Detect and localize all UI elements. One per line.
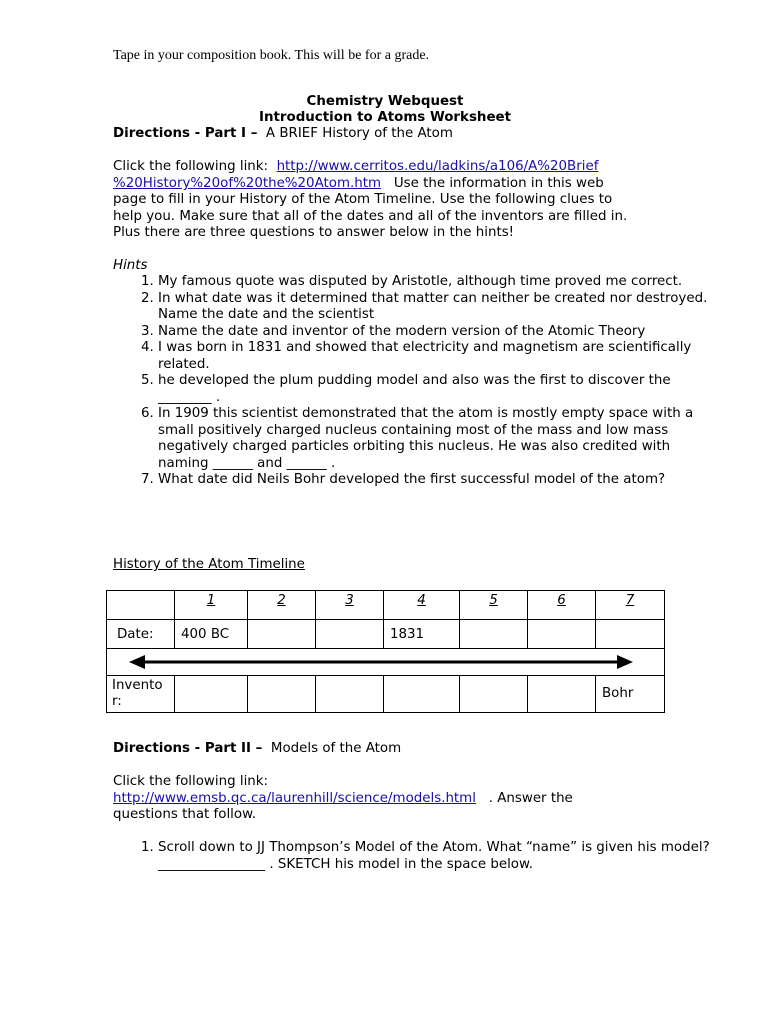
hint-item: 2. In what date was it determined that matter can neither be created nor destroyed. Name the date and the scientist (158, 291, 718, 324)
part2-item: 1. Scroll down to JJ Thompson’s Model of the Atom. What “name” is given his model? ________________ . SKETCH his model in the space below. (158, 840, 718, 873)
timeline-col-header: 2 (248, 591, 316, 620)
timeline-arrow-cell (107, 649, 665, 676)
timeline-inventor-label: Inventor: (107, 676, 175, 713)
part1-para-line3: page to fill in your History of the Atom Timeline. Use the following clues to (113, 192, 613, 207)
arrow-left-head-icon (129, 655, 145, 669)
hint-item: 7. What date did Neils Bohr developed the first successful model of the atom? (158, 472, 718, 489)
hint-item: 1. My famous quote was disputed by Aristotle, although time proved me correct. (158, 274, 718, 291)
part1-para-line5: Plus there are three questions to answer below in the hints! (113, 225, 515, 240)
timeline-col-header: 5 (460, 591, 528, 620)
part1-link-line2 (113, 176, 604, 193)
timeline-inventor-cell[interactable] (316, 676, 384, 713)
part2-link-line (113, 791, 573, 808)
timeline-inventor-cell[interactable] (460, 676, 528, 713)
hint-item: 4. I was born in 1831 and showed that electricity and magnetism are scientifically related. (158, 340, 718, 373)
hints-label: Hints (113, 258, 148, 273)
hint-item: 3. Name the date and inventor of the modern version of the Atomic Theory (158, 324, 718, 341)
hint-item: 6. In 1909 this scientist demonstrated that the atom is mostly empty space with a small positively charged nucleus containing most of the mass and low mass negatively charged particles orbiting this nucleus. He was also credited with naming ______ and ______ . (158, 406, 718, 472)
part1-topic: A BRIEF History of the Atom (265, 126, 453, 141)
timeline-date-cell[interactable] (316, 620, 384, 649)
timeline-date-cell[interactable] (528, 620, 596, 649)
timeline-inventor-cell[interactable]: Bohr (596, 676, 665, 713)
timeline-corner-cell (107, 591, 175, 620)
part1-link-b[interactable]: %20History%20of%20the%20Atom.htm (113, 176, 382, 191)
timeline-date-cell[interactable]: 1831 (384, 620, 460, 649)
page-subtitle: Introduction to Atoms Worksheet (258, 110, 512, 125)
timeline-date-cell[interactable] (248, 620, 316, 649)
timeline-heading: History of the Atom Timeline (113, 557, 305, 572)
hint-item: 5. he developed the plum pudding model and also was the first to discover the ________ . (158, 373, 718, 406)
hints-list (113, 274, 718, 489)
timeline-col-header: 7 (596, 591, 665, 620)
timeline-inventor-cell[interactable] (175, 676, 248, 713)
timeline-date-cell[interactable] (596, 620, 665, 649)
part2-link[interactable]: http://www.emsb.qc.ca/laurenhill/science/models.html (113, 791, 476, 806)
part1-link-a[interactable]: http://www.cerritos.edu/ladkins/a106/A%20Brief (276, 159, 599, 174)
timeline-date-label: Date: (107, 620, 175, 649)
timeline-header-row (107, 591, 665, 620)
part1-link-prefix: Click the following link: (113, 159, 269, 174)
timeline-inventor-cell[interactable] (384, 676, 460, 713)
timeline-arrow (107, 649, 663, 675)
part2-link-prefix: Click the following link: (113, 774, 269, 789)
part2-para-line2: questions that follow. (113, 807, 257, 822)
timeline-date-cell[interactable] (460, 620, 528, 649)
part2-topic: Models of the Atom (270, 741, 402, 756)
timeline-inventor-cell[interactable] (528, 676, 596, 713)
part2-text-after-link: . Answer the (488, 791, 573, 806)
timeline-col-header: 1 (175, 591, 248, 620)
timeline-table (106, 590, 665, 713)
part1-para-line4: help you. Make sure that all of the dates and all of the inventors are filled in. (113, 209, 628, 224)
timeline-inventor-row (107, 676, 665, 713)
timeline-arrow-row (107, 649, 665, 676)
part1-link-line1 (113, 159, 598, 176)
timeline-col-header: 3 (316, 591, 384, 620)
timeline-col-header: 4 (384, 591, 460, 620)
timeline-date-cell[interactable]: 400 BC (175, 620, 248, 649)
part1-directions (113, 126, 453, 143)
timeline-date-row (107, 620, 665, 649)
part1-label: Directions - Part I – (113, 126, 258, 141)
timeline-inventor-cell[interactable] (248, 676, 316, 713)
timeline-col-header: 6 (528, 591, 596, 620)
part1-text-after-link: Use the information in this web (393, 176, 604, 191)
arrow-right-head-icon (617, 655, 633, 669)
part2-list (113, 840, 718, 873)
part2-directions (113, 741, 401, 758)
part2-label: Directions - Part II – (113, 741, 263, 756)
page-title: Chemistry Webquest (306, 94, 464, 109)
header-note: Tape in your composition book. This will be for a grade. (113, 48, 430, 63)
